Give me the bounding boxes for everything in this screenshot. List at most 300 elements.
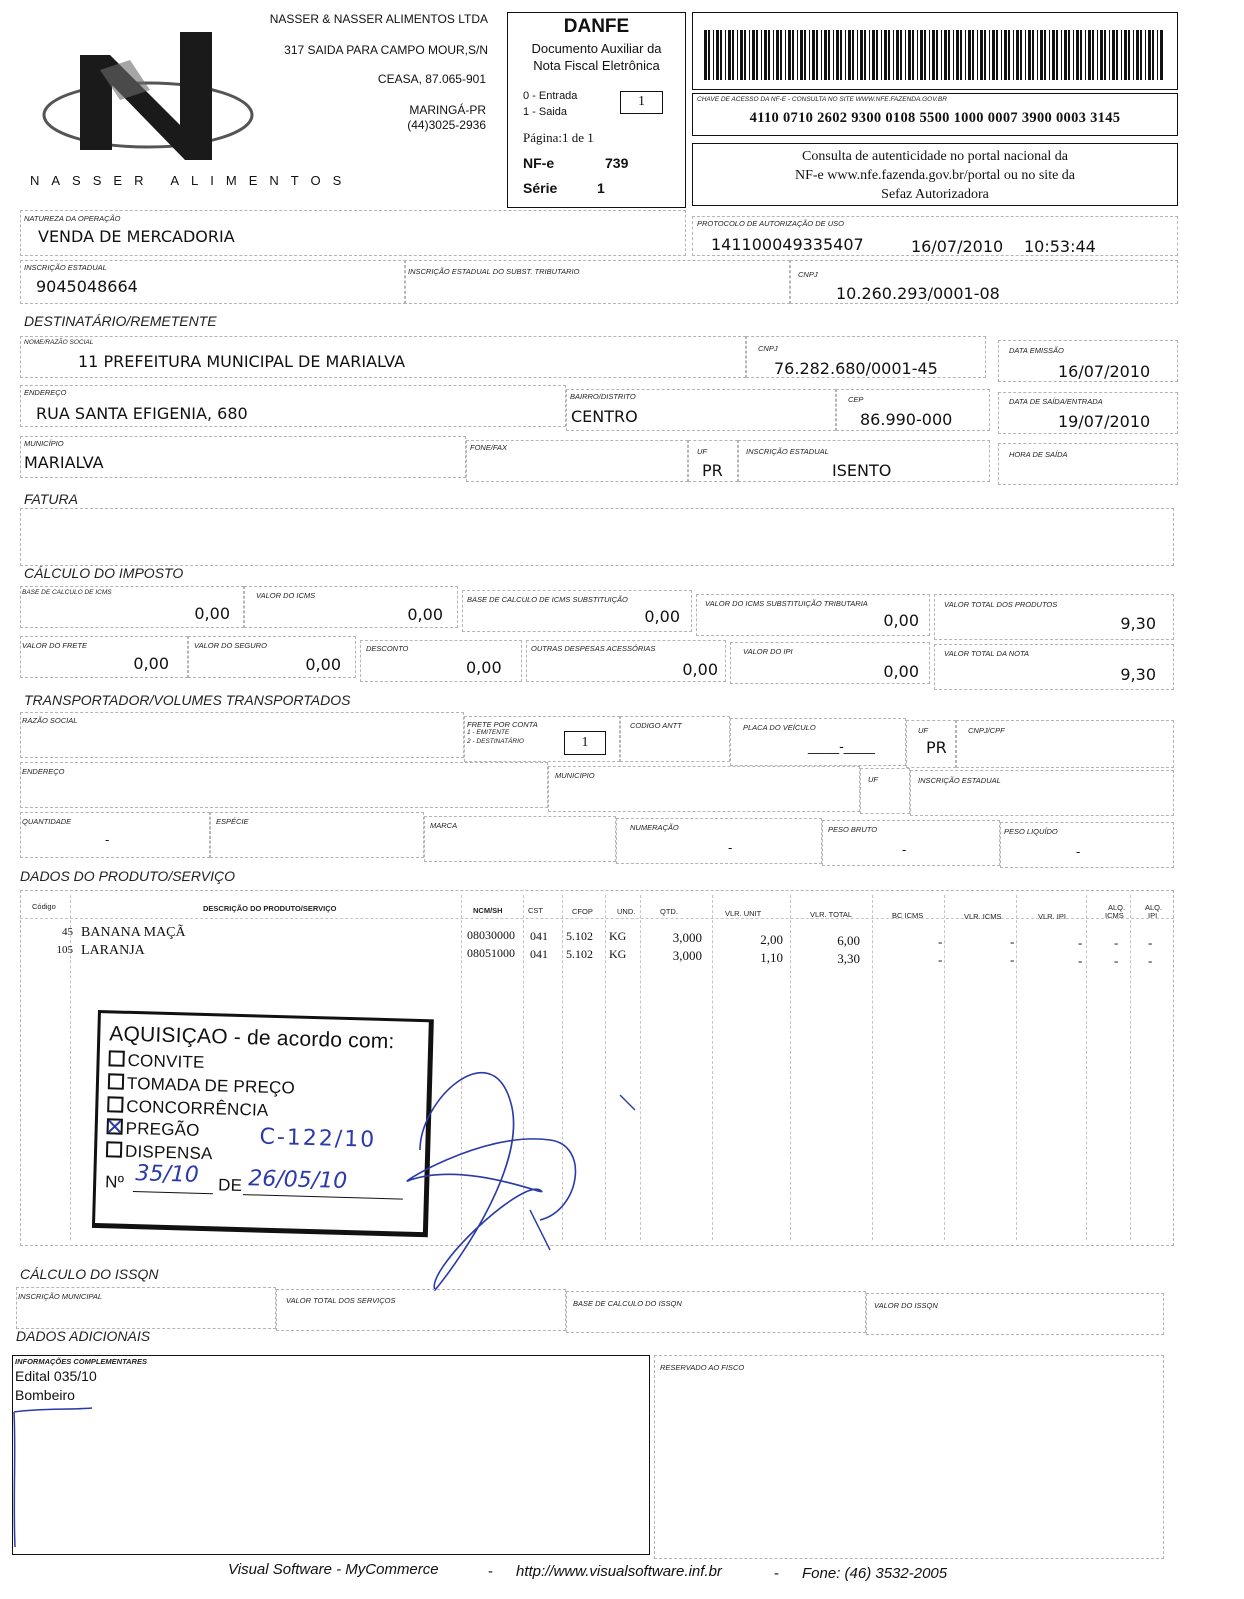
footer-url: http://www.visualsoftware.inf.br — [516, 1563, 722, 1580]
barcode-bar — [924, 30, 926, 80]
consult-line-3: Sefaz Autorizadora — [881, 187, 989, 202]
barcode-bar — [905, 30, 906, 80]
barcode-bar — [936, 30, 938, 80]
row-1-unit-price: 2,00 — [760, 932, 783, 947]
stamp-number: 35/10 — [135, 1161, 200, 1188]
freight-mode-label-3: 2 - DESTINATÁRIO — [467, 738, 524, 745]
barcode-bar — [828, 30, 830, 80]
total-invoice-value: 9,30 — [1120, 665, 1156, 684]
barcode-bar — [1121, 30, 1122, 80]
net-weight: - — [1076, 844, 1081, 859]
row-2-description: LARANJA — [81, 943, 145, 958]
danfe-subtitle-1: Documento Auxiliar da — [531, 41, 662, 56]
barcode-bar — [744, 30, 746, 80]
issqn-section: CÁLCULO DO ISSQN — [20, 1266, 159, 1282]
barcode-bar — [1097, 30, 1098, 80]
recipient-section: DESTINATÁRIO/REMETENTE — [24, 313, 217, 329]
row-2-icms: - — [1010, 952, 1015, 967]
barcode-bar — [732, 30, 734, 80]
row-2-aliq-icms: - — [1114, 953, 1119, 968]
barcode-bar — [884, 30, 887, 80]
barcode-bar — [1100, 30, 1103, 80]
freight-mode-value: 1 — [564, 731, 606, 755]
barcode-bar — [984, 30, 986, 80]
protocol-time: 10:53:44 — [1024, 237, 1096, 256]
barcode-bar — [752, 30, 755, 80]
numbering-value: - — [728, 840, 733, 855]
barcode-bar — [728, 30, 731, 80]
exit-date: 19/07/2010 — [1058, 412, 1151, 431]
barcode-bar — [1148, 30, 1151, 80]
brand-label: MARCA — [430, 821, 458, 830]
table-column-divider — [1130, 895, 1131, 1240]
barcode-bar — [833, 30, 834, 80]
barcode-bar — [917, 30, 918, 80]
access-key: 4110 0710 2602 9300 0108 5500 1000 0007 3900 0003 3145 — [749, 110, 1121, 126]
carrier-address-label: ENDEREÇO — [22, 767, 65, 776]
stamp-option-concorrencia: CONCORRÊNCIA — [107, 1096, 269, 1120]
barcode-bar — [965, 30, 966, 80]
barcode-bar — [1044, 30, 1046, 80]
barcode-bar — [977, 30, 978, 80]
barcode-bar — [1032, 30, 1034, 80]
barcode-bar — [872, 30, 875, 80]
barcode-bar — [941, 30, 942, 80]
barcode-bar — [708, 30, 710, 80]
barcode-bar — [1085, 30, 1086, 80]
recipient-cep-label: CEP — [848, 395, 864, 404]
row-1-description: BANANA MAÇÃ — [81, 925, 186, 940]
row-2-cst: 041 — [530, 947, 548, 961]
barcode-bar — [713, 30, 714, 80]
page-indicator: Página:1 de 1 — [523, 130, 594, 145]
row-1-total: 6,00 — [837, 933, 860, 948]
freight-value: 0,00 — [133, 654, 169, 673]
barcode-bar — [929, 30, 930, 80]
cnpj-value: 10.260.293/0001-08 — [836, 284, 1000, 303]
reserved-fisco-field — [654, 1355, 1164, 1559]
services-total-label: VALOR TOTAL DOS SERVIÇOS — [286, 1296, 396, 1305]
icms-value: 0,00 — [407, 605, 443, 624]
complementary-info-box — [12, 1355, 650, 1555]
barcode-bar — [1040, 30, 1043, 80]
carrier-name-label: RAZÃO SOCIAL — [22, 716, 78, 725]
issqn-value-label: VALOR DO ISSQN — [874, 1301, 938, 1310]
freight-mode-label-2: 1 - EMITENTE — [467, 729, 510, 736]
barcode-bar — [1049, 30, 1050, 80]
col-aliq-icms-1: ALQ. — [1108, 903, 1126, 912]
barcode-bar — [788, 30, 791, 80]
ie-st-label: INSCRIÇÃO ESTADUAL DO SUBST. TRIBUTARIO — [408, 267, 580, 276]
barcode-bar — [1001, 30, 1002, 80]
transport-section: TRANSPORTADOR/VOLUMES TRANSPORTADOS — [24, 692, 351, 708]
invoice-section: FATURA — [24, 491, 78, 507]
base-st-value: 0,00 — [644, 607, 680, 626]
municipal-reg-label: INSCRIÇÃO MUNICIPAL — [18, 1292, 103, 1301]
footer-separator-1: - — [488, 1563, 493, 1580]
carrier-cnpj-label: CNPJ/CPF — [968, 726, 1005, 735]
barcode-bar — [749, 30, 750, 80]
barcode-bar — [1061, 30, 1062, 80]
barcode-bar — [1076, 30, 1079, 80]
barcode-bar — [797, 30, 798, 80]
barcode-bar — [804, 30, 806, 80]
checkbox-icon — [108, 1073, 124, 1089]
barcode-bar — [989, 30, 990, 80]
barcode-bar — [968, 30, 971, 80]
barcode-bar — [764, 30, 767, 80]
row-1-icms: - — [1010, 934, 1015, 949]
barcode-bar — [800, 30, 803, 80]
carrier-ie-label: INSCRIÇÃO ESTADUAL — [918, 776, 1001, 785]
barcode-bar — [876, 30, 878, 80]
ipi-value: 0,00 — [883, 662, 919, 681]
col-aliq-ipi-2: IPI — [1148, 911, 1158, 920]
barcode-bar — [1080, 30, 1082, 80]
protocol-date: 16/07/2010 — [911, 237, 1004, 256]
row-2-ncm: 08051000 — [467, 946, 515, 960]
carrier-name-field — [20, 712, 464, 758]
net-weight-label: PESO LIQUÍDO — [1004, 827, 1058, 836]
barcode-bar — [1140, 30, 1142, 80]
row-1-aliq-ipi: - — [1148, 935, 1153, 950]
col-unit: UND. — [617, 907, 636, 916]
row-2-qty: 3,000 — [672, 948, 702, 963]
row-2-code: 105 — [56, 944, 73, 956]
total-invoice-label: VALOR TOTAL DA NOTA — [944, 649, 1030, 658]
row-1-bc-icms: - — [938, 934, 943, 949]
barcode-bar — [908, 30, 911, 80]
recipient-address: RUA SANTA EFIGENIA, 680 — [36, 404, 248, 423]
numbering-label: NUMERAÇÃO — [630, 823, 679, 832]
barcode-bar — [860, 30, 863, 80]
stamp-annotation: C-122/10 — [259, 1124, 377, 1153]
freight-label: VALOR DO FRETE — [22, 641, 88, 650]
logo-text: NASSER ALIMENTOS — [30, 173, 354, 188]
barcode-bar — [852, 30, 854, 80]
gross-weight: - — [902, 842, 907, 857]
barcode-bar — [1008, 30, 1010, 80]
barcode-bar — [725, 30, 726, 80]
footer-software: Visual Software - MyCommerce — [228, 1561, 439, 1578]
barcode-bar — [900, 30, 902, 80]
barcode-bar — [773, 30, 774, 80]
antt-label: CODIGO ANTT — [630, 721, 682, 730]
row-2-unit-price: 1,10 — [760, 950, 783, 965]
barcode-bar — [1109, 30, 1110, 80]
col-ncm: NCM/SH — [473, 906, 503, 915]
stamp-option-dispensa: DISPENSA — [106, 1141, 213, 1164]
nf-type-value: 1 — [620, 91, 663, 114]
barcode-bar — [864, 30, 866, 80]
recipient-name-label: NOME/RAZÃO SOCIAL — [24, 339, 94, 346]
row-1-unit: KG — [609, 929, 627, 943]
barcode-bar — [1064, 30, 1067, 80]
barcode-bar — [881, 30, 882, 80]
volume-qty: - — [105, 832, 110, 847]
invoice-field — [20, 508, 1174, 566]
stamp-option-tomada: TOMADA DE PREÇO — [108, 1073, 295, 1098]
exit-date-label: DATA DE SAÍDA/ENTRADA — [1009, 397, 1103, 406]
nfe-label: NF-e — [523, 155, 555, 171]
stamp-date-label: DE — [217, 1175, 243, 1196]
plate-label: PLACA DO VEÍCULO — [743, 723, 816, 732]
carrier-uf: PR — [926, 738, 947, 757]
barcode-bar — [960, 30, 962, 80]
barcode-bar — [776, 30, 779, 80]
ie-label: INSCRIÇÃO ESTADUAL — [24, 263, 107, 272]
row-1-code: 45 — [62, 926, 73, 938]
barcode-bar — [1025, 30, 1026, 80]
barcode-bar — [1028, 30, 1031, 80]
barcode-bar — [845, 30, 846, 80]
recipient-city: MARIALVA — [24, 453, 104, 472]
danfe-title: DANFE — [563, 16, 630, 37]
row-2-total: 3,30 — [837, 951, 860, 966]
row-1-qty: 3,000 — [672, 930, 702, 945]
recipient-ie-label: INSCRIÇÃO ESTADUAL — [746, 447, 829, 456]
col-cst: CST — [528, 906, 543, 915]
emitter-district: CEASA, 87.065-901 — [377, 72, 486, 86]
danfe-subtitle-2: Nota Fiscal Eletrônica — [533, 58, 660, 73]
carrier-address-field — [20, 762, 548, 808]
col-total: VLR. TOTAL — [810, 910, 853, 919]
serie-label: Série — [523, 180, 558, 196]
recipient-address-label: ENDEREÇO — [24, 388, 67, 397]
table-column-divider — [1016, 895, 1017, 1240]
issqn-base-label: BASE DE CALCULO DO ISSQN — [573, 1299, 682, 1308]
row-2-bc-icms: - — [938, 952, 943, 967]
base-st-label: BASE DE CALCULO DE ICMS SUBSTITUIÇÃO — [467, 595, 628, 604]
issqn-value-field — [866, 1293, 1164, 1335]
col-code: Código — [32, 902, 56, 911]
row-2-aliq-ipi: - — [1148, 953, 1153, 968]
barcode-bar — [821, 30, 822, 80]
barcode-bar — [824, 30, 827, 80]
recipient-city-label: MUNICÍPIO — [24, 439, 64, 448]
barcode-bar — [1112, 30, 1115, 80]
recipient-district-label: BAIRRO/DISTRITO — [570, 392, 636, 401]
col-cfop: CFOP — [572, 907, 593, 916]
barcode-bar — [1160, 30, 1163, 80]
barcode-bar — [716, 30, 719, 80]
icms-label: VALOR DO ICMS — [256, 591, 316, 600]
emission-label: DATA EMISSÃO — [1009, 346, 1064, 355]
recipient-cep: 86.990-000 — [860, 410, 953, 429]
total-products-label: VALOR TOTAL DOS PRODUTOS — [944, 600, 1058, 609]
barcode-bar — [785, 30, 786, 80]
barcode-bar — [1152, 30, 1154, 80]
barcode-bar — [1145, 30, 1146, 80]
barcode-bar — [1136, 30, 1139, 80]
entry-label: 0 - Entrada — [523, 90, 578, 102]
other-label: OUTRAS DESPESAS ACESSÓRIAS — [531, 644, 656, 653]
issqn-base-field — [566, 1291, 866, 1333]
checkbox-icon — [108, 1050, 124, 1066]
exit-label: 1 - Saida — [523, 106, 568, 118]
barcode-bar — [896, 30, 899, 80]
barcode-bar — [1004, 30, 1007, 80]
emitter-address: 317 SAIDA PARA CAMPO MOUR,S/N — [284, 43, 488, 57]
ie-value: 9045048664 — [36, 277, 138, 296]
barcode-bar — [812, 30, 815, 80]
barcode-bar — [888, 30, 890, 80]
barcode-bar — [840, 30, 842, 80]
barcode-bar — [992, 30, 995, 80]
barcode-bar — [857, 30, 858, 80]
barcode-bar — [761, 30, 762, 80]
emitter-phone: (44)3025-2936 — [407, 118, 486, 132]
footer-separator-2: - — [774, 1565, 779, 1582]
insurance-value: 0,00 — [305, 655, 341, 674]
recipient-ie: ISENTO — [832, 461, 892, 480]
freight-mode-label-1: FRETE POR CONTA — [467, 720, 538, 729]
row-1-aliq-icms: - — [1114, 935, 1119, 950]
nature-value: VENDA DE MERCADORIA — [38, 227, 235, 246]
col-unit-price: VLR. UNIT — [725, 909, 762, 918]
carrier-city-label: MUNICIPIO — [555, 771, 595, 780]
barcode-bar — [1092, 30, 1094, 80]
consult-line-1: Consulta de autenticidade no portal nacional da — [802, 149, 1068, 164]
nfe-number: 739 — [605, 155, 629, 171]
row-2-unit: KG — [609, 947, 627, 961]
insurance-label: VALOR DO SEGURO — [194, 641, 267, 650]
species-label: ESPÉCIE — [216, 817, 249, 826]
additional-section: DADOS ADICIONAIS — [16, 1328, 151, 1344]
emission-date: 16/07/2010 — [1058, 362, 1151, 381]
table-column-divider — [1086, 895, 1087, 1240]
barcode-bar — [816, 30, 818, 80]
row-1-cst: 041 — [530, 929, 548, 943]
row-2-ipi: - — [1078, 953, 1083, 968]
barcode-bar — [1013, 30, 1014, 80]
underline-mark-icon — [10, 1402, 100, 1552]
recipient-cnpj-label: CNPJ — [758, 344, 778, 353]
barcode-bar — [1037, 30, 1038, 80]
protocol-label: PROTOCOLO DE AUTORIZAÇÃO DE USO — [697, 219, 844, 228]
recipient-name: 11 PREFEITURA MUNICIPAL DE MARIALVA — [78, 352, 406, 371]
barcode-bar — [740, 30, 743, 80]
barcode-bar — [1016, 30, 1019, 80]
row-2-cfop: 5.102 — [566, 947, 593, 961]
barcode-bar — [1020, 30, 1022, 80]
checkbox-icon — [107, 1096, 123, 1112]
barcode-bar — [932, 30, 935, 80]
barcode-bar — [912, 30, 914, 80]
signature-icon — [380, 1040, 680, 1300]
recipient-cnpj: 76.282.680/0001-45 — [774, 359, 938, 378]
recipient-uf: PR — [702, 461, 723, 480]
access-key-label: CHAVE DE ACESSO DA NF-E - CONSULTA NO SITE WWW.NFE.FAZENDA.GOV.BR — [697, 96, 947, 103]
barcode-bar — [956, 30, 959, 80]
footer-phone: Fone: (46) 3532-2005 — [802, 1565, 948, 1582]
barcode-bar — [836, 30, 839, 80]
stamp-date: 26/05/10 — [247, 1166, 348, 1195]
col-aliq-ipi-1: ALQ. — [1145, 903, 1163, 912]
icms-st-label: VALOR DO ICMS SUBSTITUIÇÃO TRIBUTARIA — [705, 599, 868, 608]
stamp-option-convite: CONVITE — [108, 1050, 204, 1073]
barcode-bar — [1052, 30, 1055, 80]
col-qty: QTD. — [660, 907, 678, 916]
row-1-ipi: - — [1078, 935, 1083, 950]
complementary-line-1: Edital 035/10 — [15, 1368, 97, 1384]
products-section: DADOS DO PRODUTO/SERVIÇO — [20, 868, 235, 884]
barcode-bar — [948, 30, 950, 80]
base-icms-value: 0,00 — [194, 604, 230, 623]
barcode-bar — [893, 30, 894, 80]
barcode-bar — [953, 30, 954, 80]
consult-line-2: NF-e www.nfe.fazenda.gov.br/portal ou no site da — [794, 168, 1076, 183]
barcode-bar — [809, 30, 810, 80]
recipient-district: CENTRO — [571, 407, 638, 426]
emitter-name: NASSER & NASSER ALIMENTOS LTDA — [269, 12, 488, 26]
barcode-bar — [1073, 30, 1074, 80]
barcode-bar — [792, 30, 794, 80]
table-column-divider — [872, 895, 873, 1240]
barcode-bar — [1088, 30, 1091, 80]
barcode-bar — [704, 30, 707, 80]
emitter-city: MARINGÁ-PR — [409, 103, 486, 117]
gross-weight-label: PESO BRUTO — [828, 825, 878, 834]
col-ipi: VLR. IPI — [1038, 912, 1066, 921]
checked-checkbox-icon — [107, 1118, 123, 1134]
barcode-bar — [920, 30, 923, 80]
carrier-uf-label: UF — [918, 726, 928, 735]
other-value: 0,00 — [682, 660, 718, 679]
discount-value: 0,00 — [466, 658, 502, 677]
recipient-uf-label: UF — [697, 447, 707, 456]
complementary-info-label: INFORMAÇÕES COMPLEMENTARES — [15, 1357, 147, 1366]
discount-label: DESCONTO — [366, 644, 409, 653]
plate-value: ____-____ — [808, 738, 875, 754]
barcode-bar — [1128, 30, 1130, 80]
barcode-bar — [737, 30, 738, 80]
col-aliq-icms-2: ICMS — [1105, 911, 1124, 920]
barcode-bar — [972, 30, 974, 80]
table-column-divider — [944, 895, 945, 1240]
total-products-value: 9,30 — [1120, 614, 1156, 633]
barcode-bar — [980, 30, 983, 80]
barcode-bar — [1068, 30, 1070, 80]
barcode-bar — [1056, 30, 1058, 80]
ipi-label: VALOR DO IPI — [743, 647, 793, 656]
barcode-bar — [768, 30, 770, 80]
complementary-line-2: Bombeiro — [15, 1387, 75, 1403]
barcode-bar — [996, 30, 998, 80]
nature-label: NATUREZA DA OPERAÇÃO — [24, 214, 121, 223]
icms-st-value: 0,00 — [883, 611, 919, 630]
serie-number: 1 — [597, 180, 605, 196]
exit-time-label: HORA DE SAÍDA — [1009, 450, 1068, 459]
stamp-title: AQUISIÇAO - de acordo com: — [109, 1022, 395, 1054]
barcode-bar — [869, 30, 870, 80]
base-icms-label: BASE DE CALCULO DE ICMS — [22, 589, 112, 596]
barcode-bar — [1104, 30, 1106, 80]
col-bc-icms: BC ICMS — [892, 911, 924, 920]
barcode-bar — [720, 30, 722, 80]
barcode-bar — [1157, 30, 1158, 80]
barcode-bar — [780, 30, 782, 80]
protocol-value: 141100049335407 — [711, 235, 864, 254]
barcode-bar — [1133, 30, 1134, 80]
barcode-bar — [756, 30, 758, 80]
barcode-bar — [944, 30, 947, 80]
volume-qty-label: QUANTIDADE — [22, 817, 72, 826]
barcode — [704, 0, 1166, 90]
stamp-number-label: Nº — [104, 1172, 125, 1192]
col-description: DESCRIÇÃO DO PRODUTO/SERVIÇO — [203, 904, 337, 913]
barcode-bar — [1124, 30, 1127, 80]
